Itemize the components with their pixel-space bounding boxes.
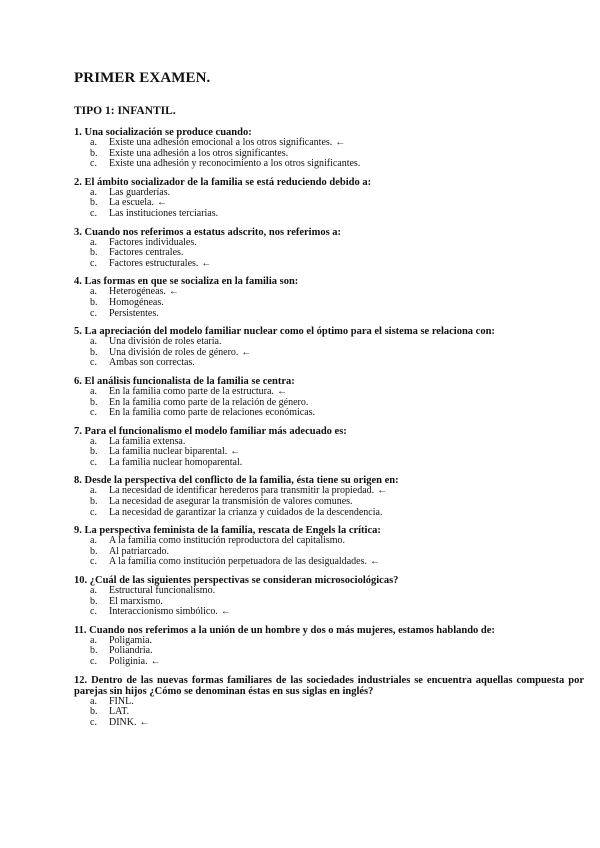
answer-option — [74, 458, 584, 469]
option-text: Las instituciones terciarias. — [109, 207, 219, 219]
option-letter: b. — [90, 595, 98, 607]
correct-answer-arrow-icon: ← — [276, 385, 287, 397]
option-letter: c. — [90, 257, 97, 269]
option-letter: a. — [90, 236, 97, 248]
option-letter: a. — [90, 385, 97, 397]
correct-answer-arrow-icon: ← — [220, 606, 231, 618]
answer-option — [74, 557, 584, 568]
option-text: Interaccionismo simbólico. — [109, 606, 218, 618]
question-block — [74, 426, 584, 469]
question-number: 1. — [74, 127, 82, 138]
option-letter: a. — [90, 286, 97, 298]
question-number: 6. — [74, 375, 82, 387]
option-letter: b. — [90, 545, 98, 557]
option-text: FINL. — [109, 695, 134, 707]
option-text: Una división de roles de género. — [109, 346, 239, 358]
document-title: PRIMER EXAMEN. — [74, 70, 211, 86]
option-text: Existe una adhesión emocional a los otros significantes. — [109, 137, 333, 148]
question-statement: Una socialización se produce cuando: — [84, 127, 252, 138]
option-text: La necesidad de garantizar la crianza y cuidados de la descendencia. — [109, 506, 383, 518]
option-text: Ambas son correctas. — [109, 357, 195, 369]
question-block — [74, 675, 584, 729]
correct-answer-arrow-icon: ← — [369, 556, 380, 568]
option-letter: c. — [90, 207, 97, 219]
option-letter: a. — [90, 485, 97, 497]
question-list — [74, 127, 584, 728]
question-statement: Desde la perspectiva del conflicto de la familia, ésta tiene su origen en: — [84, 475, 399, 487]
correct-answer-arrow-icon: ← — [377, 485, 388, 497]
option-text: El marxismo. — [109, 595, 163, 607]
option-letter: a. — [90, 435, 97, 447]
option-letter: c. — [90, 506, 97, 518]
question-number: 3. — [74, 226, 82, 238]
option-letter: c. — [90, 158, 97, 170]
option-letter: a. — [90, 585, 97, 597]
question-text — [74, 675, 584, 697]
option-letter: a. — [90, 186, 97, 198]
answer-option — [74, 607, 584, 618]
option-letter: c. — [90, 456, 97, 468]
answer-option — [74, 707, 584, 718]
option-letter: b. — [90, 346, 98, 358]
correct-answer-arrow-icon: ← — [201, 257, 212, 269]
option-text: Poliandria. — [109, 645, 153, 657]
question-block — [74, 326, 584, 369]
option-letter: a. — [90, 535, 97, 547]
correct-answer-arrow-icon: ← — [230, 446, 241, 458]
option-letter: c. — [90, 716, 97, 728]
question-statement: Cuando nos referimos a la unión de un hombre y dos o más mujeres, estamos hablando de: — [89, 624, 495, 636]
option-text: Existe una adhesión a los otros significantes. — [109, 147, 289, 159]
option-text: La familia extensa. — [109, 435, 186, 447]
option-text: Persistentes. — [109, 307, 159, 319]
correct-answer-arrow-icon: ← — [241, 346, 252, 358]
option-text: Heterogéneas. — [109, 286, 166, 298]
option-text: La necesidad de asegurar la transmisión de valores comunes. — [109, 496, 353, 508]
option-letter: b. — [90, 147, 98, 159]
option-letter: b. — [90, 296, 98, 308]
correct-answer-arrow-icon: ← — [150, 656, 161, 667]
correct-answer-arrow-icon: ← — [156, 197, 167, 209]
option-text: Factores estructurales. — [109, 257, 199, 269]
option-text: La escuela. — [109, 197, 154, 209]
question-block — [74, 127, 584, 170]
option-letter: c. — [90, 606, 97, 618]
answer-option — [74, 159, 584, 170]
question-statement: Cuando nos referimos a estatus adscrito, nos referimos a: — [84, 226, 342, 238]
question-number: 8. — [74, 475, 82, 487]
answer-option — [74, 718, 584, 729]
option-letter: c. — [90, 407, 97, 419]
question-statement: Dentro de las nuevas formas familiares de las sociedades industriales se encuentra aquellas compuesta por parejas sin hijos ¿Cómo se denominan éstas en sus siglas en inglés? — [74, 674, 584, 697]
question-statement: Para el funcionalismo el modelo familiar más adecuado es: — [84, 425, 347, 437]
question-block — [74, 376, 584, 419]
answer-option — [74, 309, 584, 320]
question-number: 5. — [74, 326, 82, 338]
option-text: Estructural funcionalismo. — [109, 585, 216, 597]
option-text: Poligamia. — [109, 634, 153, 646]
question-statement: Las formas en que se socializa en la familia son: — [84, 276, 299, 288]
correct-answer-arrow-icon: ← — [168, 286, 179, 298]
correct-answer-arrow-icon: ← — [335, 137, 346, 148]
question-statement: La apreciación del modelo familiar nuclear como el óptimo para el sistema se relaciona con: — [84, 326, 495, 338]
option-text: En la familia como parte de relaciones económicas. — [109, 407, 316, 419]
question-block — [74, 227, 584, 270]
question-number: 7. — [74, 425, 82, 437]
question-number: 11. — [74, 624, 87, 636]
option-letter: a. — [90, 695, 97, 707]
question-number: 2. — [74, 176, 82, 188]
option-letter: c. — [90, 556, 97, 568]
option-letter: c. — [90, 357, 97, 369]
option-text: Una división de roles etaria. — [109, 336, 222, 348]
option-letter: c. — [90, 656, 97, 667]
document-subtitle: TIPO 1: INFANTIL. — [74, 105, 176, 117]
question-block — [74, 525, 584, 568]
answer-option — [74, 209, 584, 220]
option-letter: b. — [90, 396, 98, 408]
option-letter: b. — [90, 446, 98, 458]
option-letter: a. — [90, 634, 97, 646]
question-number: 4. — [74, 276, 82, 288]
option-text: A la familia como institución perpetuadora de las desigualdades. — [109, 556, 367, 568]
option-letter: a. — [90, 336, 97, 348]
option-letter: b. — [90, 645, 98, 657]
question-block — [74, 575, 584, 618]
option-text: A la familia como institución reproductora del capitalismo. — [109, 535, 346, 547]
question-block — [74, 475, 584, 518]
correct-answer-arrow-icon: ← — [139, 716, 150, 728]
option-letter: a. — [90, 137, 97, 148]
option-text: En la familia como parte de la relación de género. — [109, 396, 309, 408]
option-text: En la familia como parte de la estructura. — [109, 385, 274, 397]
answer-option — [74, 697, 584, 708]
question-number: 12. — [74, 674, 88, 686]
option-letter: b. — [90, 496, 98, 508]
answer-option — [74, 259, 584, 270]
option-text: Al patriarcado. — [109, 545, 169, 557]
option-text: Factores individuales. — [109, 236, 197, 248]
option-text: Homogéneas. — [109, 296, 164, 308]
question-block — [74, 177, 584, 220]
option-text: La familia nuclear biparental. — [109, 446, 228, 458]
question-statement: La perspectiva feminista de la familia, rescata de Engels la crítica: — [84, 525, 381, 537]
option-text: DINK. — [109, 716, 137, 728]
question-statement: El análisis funcionalista de la familia se centra: — [84, 375, 295, 387]
answer-option — [74, 358, 584, 369]
question-number: 9. — [74, 525, 82, 537]
answer-option — [74, 408, 584, 419]
answer-option — [74, 508, 584, 519]
answer-option — [74, 657, 584, 668]
question-number: 10. — [74, 575, 88, 587]
option-text: Las guarderías. — [109, 186, 171, 198]
option-text: Poliginia. — [109, 656, 148, 667]
option-text: La necesidad de identificar herederos para transmitir la propiedad. — [109, 485, 375, 497]
question-statement: ¿Cuál de las siguientes perspectivas se consideran microsociológicas? — [89, 575, 399, 587]
question-block — [74, 276, 584, 319]
exam-page — [74, 70, 584, 735]
option-letter: b. — [90, 706, 98, 718]
option-letter: c. — [90, 307, 97, 319]
option-text: La familia nuclear homoparental. — [109, 456, 243, 468]
option-letter: b. — [90, 197, 98, 209]
option-text: Factores centrales. — [109, 247, 184, 259]
question-statement: El ámbito socializador de la familia se está reduciendo debido a: — [84, 176, 372, 188]
question-block — [74, 625, 584, 668]
option-text: LAT. — [109, 706, 130, 718]
option-text: Existe una adhesión y reconocimiento a los otros significantes. — [109, 158, 361, 170]
option-letter: b. — [90, 247, 98, 259]
